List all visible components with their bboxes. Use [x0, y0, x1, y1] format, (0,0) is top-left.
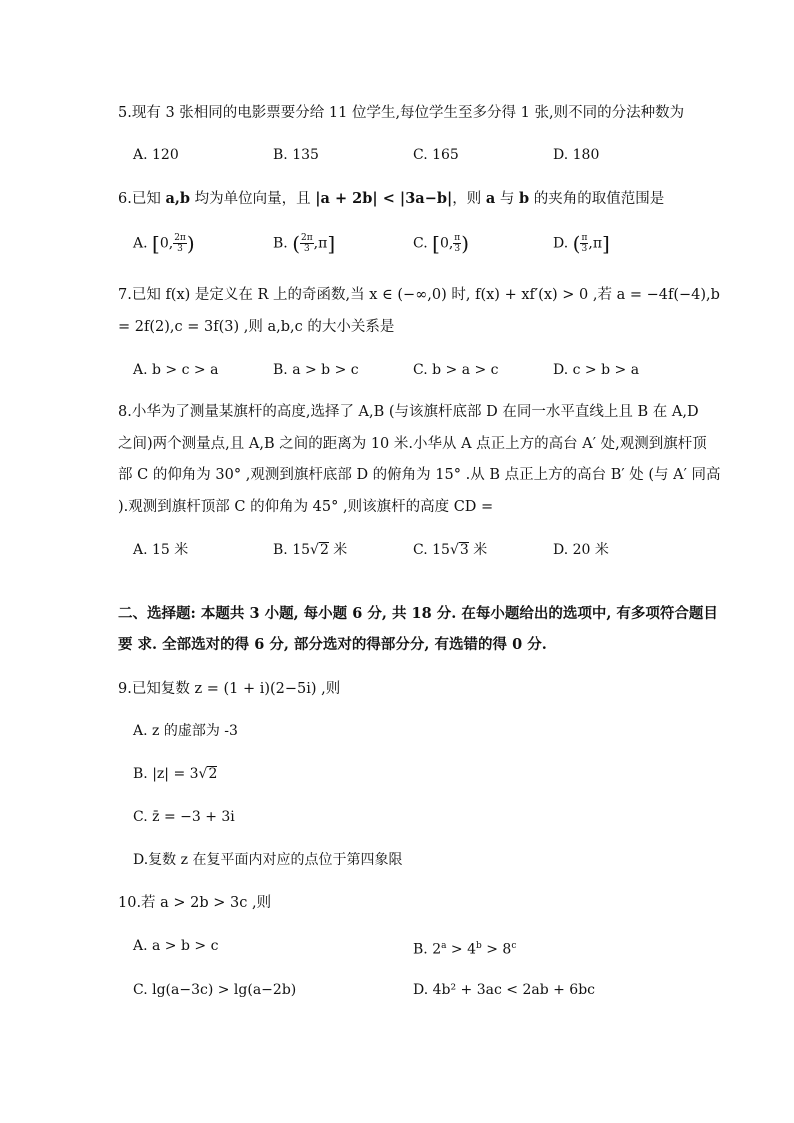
q6-vector-b: b: [519, 190, 530, 207]
q6-a-fraction: [173, 233, 187, 254]
q10-b-base-8: > 8: [481, 941, 512, 958]
q7-option-b: B. a > b > c: [273, 362, 359, 378]
q6-stem: [118, 189, 664, 209]
q6-stem-text-4: 与: [495, 191, 519, 207]
q6-a-right-bracket: ): [186, 231, 195, 256]
section-2-heading-line-1: 二、选择题: 本题共 3 小题, 每小题 6 分, 共 18 分. 在每小题给出的选项中, 有多项符合题目: [118, 605, 718, 622]
section-2-heading-line-2: 要 求. 全部选对的得 6 分, 部分选对的得部分分, 有选错的得 0 分.: [118, 636, 547, 653]
q10-b-exp-a: a: [441, 941, 447, 951]
q6-a-lower: 0,: [159, 235, 174, 252]
q6-d-left-bracket: (: [572, 231, 581, 256]
q8-b-coefficient: B. 15: [273, 542, 311, 558]
q10-option-b: [413, 936, 516, 960]
q8-b-unit: 米: [328, 542, 348, 558]
q10-b-exp-c: c: [511, 941, 517, 951]
q6-b-label: B.: [273, 235, 288, 252]
q7-option-a: A. b > c > a: [133, 362, 219, 378]
q8-option-c: C. 15√3 米: [413, 542, 488, 558]
q6-inequality: |a + 2b| < |3a−b|: [315, 190, 453, 207]
q9-option-b: B. |z| = 3√2: [133, 766, 218, 782]
q9-option-d: D.复数 z 在复平面内对应的点位于第四象限: [133, 852, 403, 868]
q6-b-left-bracket: (: [292, 231, 301, 256]
q5-option-b: B. 135: [273, 147, 319, 163]
q6-d-label: D.: [553, 235, 569, 252]
q6-d-right-bracket: ]: [602, 231, 610, 256]
q9-option-c: C. z̄ = −3 + 3i: [133, 809, 235, 825]
q8-c-coefficient: C. 15: [413, 542, 450, 558]
q8-option-d: D. 20 米: [553, 542, 609, 558]
q10-option-d: D. 4b² + 3ac < 2ab + 6bc: [413, 982, 596, 998]
q7-option-c: C. b > a > c: [413, 362, 499, 378]
q5-stem: 5.现有 3 张相同的电影票要分给 11 位学生,每位学生至多分得 1 张,则不同的分法种数为: [118, 105, 685, 121]
q6-b-upper: ,π: [313, 235, 328, 252]
q9-b-text: B. |z| = 3: [133, 766, 199, 782]
q8-c-unit: 米: [468, 542, 488, 558]
q10-b-base-2: B. 2: [413, 941, 442, 958]
q8-stem-line-4: ).观测到旗杆顶部 C 的仰角为 45° ,则该旗杆的高度 CD =: [118, 499, 494, 515]
q8-stem-line-2: 之间)两个测量点,且 A,B 之间的距离为 10 米.小华从 A 点正上方的高台 A′ 处,观测到旗杆顶: [118, 436, 707, 452]
q6-a-left-bracket: [: [152, 231, 160, 256]
q6-c-denominator: 3: [454, 244, 461, 254]
q8-c-radicand: 3: [459, 542, 469, 558]
q6-b-right-bracket: ]: [327, 231, 336, 256]
q9-b-radicand: 2: [208, 766, 218, 782]
q6-vector-a: a: [485, 190, 496, 207]
q6-c-numerator: π: [454, 233, 461, 243]
q7-stem-line-1: 7.已知 f(x) 是定义在 R 上的奇函数,当 x ∈ (−∞,0) 时, f(x) + xf′(x) > 0 ,若 a = −4f(−4),b: [118, 287, 720, 303]
q6-b-denominator: 3: [303, 244, 310, 254]
q6-vectors: a,b: [165, 190, 191, 207]
q6-c-label: C.: [413, 235, 428, 252]
q6-option-c: [413, 233, 469, 254]
q9-option-a: A. z 的虚部为 -3: [133, 723, 238, 739]
q6-b-fraction: [300, 233, 314, 254]
q6-c-lower: 0,: [439, 235, 454, 252]
q6-a-label: A.: [133, 235, 148, 252]
q6-b-numerator: 2π: [301, 233, 313, 243]
q6-a-numerator: 2π: [174, 233, 186, 243]
q6-option-d: [553, 233, 610, 254]
q10-b-exp-b: b: [476, 941, 482, 951]
q8-stem-line-1: 8.小华为了测量某旗杆的高度,选择了 A,B (与该旗杆底部 D 在同一水平直线上且 B 在 A,D: [118, 404, 699, 420]
q6-c-left-bracket: [: [432, 231, 440, 256]
q5-option-a: A. 120: [133, 147, 179, 163]
q6-stem-text-3: ，则: [452, 191, 486, 207]
q10-option-a: A. a > b > c: [133, 938, 219, 954]
q6-option-a: [133, 233, 195, 254]
q6-stem-text-5: 的夹角的取值范围是: [529, 191, 665, 207]
q7-stem-line-2: = 2f(2),c = 3f(3) ,则 a,b,c 的大小关系是: [118, 319, 395, 335]
q6-d-denominator: 3: [581, 244, 588, 254]
q10-option-c: C. lg(a−3c) > lg(a−2b): [133, 982, 297, 998]
q7-option-d: D. c > b > a: [553, 362, 640, 378]
q6-c-right-bracket: ): [461, 231, 470, 256]
q8-option-a: A. 15 米: [133, 542, 189, 558]
q6-stem-text-1: 6.已知: [118, 191, 166, 207]
q10-stem: 10.若 a > 2b > 3c ,则: [118, 895, 272, 911]
q9-stem: 9.已知复数 z = (1 + i)(2−5i) ,则: [118, 681, 341, 697]
q6-stem-text-2: 均为单位向量，且: [190, 191, 316, 207]
q6-option-b: [273, 233, 335, 254]
q6-d-upper: ,π: [588, 235, 603, 252]
q5-option-c: C. 165: [413, 147, 459, 163]
q6-d-numerator: π: [581, 233, 588, 243]
q8-option-b: B. 15√2 米: [273, 542, 348, 558]
q5-option-d: D. 180: [553, 147, 600, 163]
q8-stem-line-3: 部 C 的仰角为 30° ,观测到旗杆底部 D 的俯角为 15° .从 B 点正上方的高台 B′ 处 (与 A′ 同高: [118, 467, 721, 483]
q8-b-radicand: 2: [319, 542, 329, 558]
q10-b-base-4: > 4: [446, 941, 477, 958]
q6-a-denominator: 3: [177, 244, 183, 254]
